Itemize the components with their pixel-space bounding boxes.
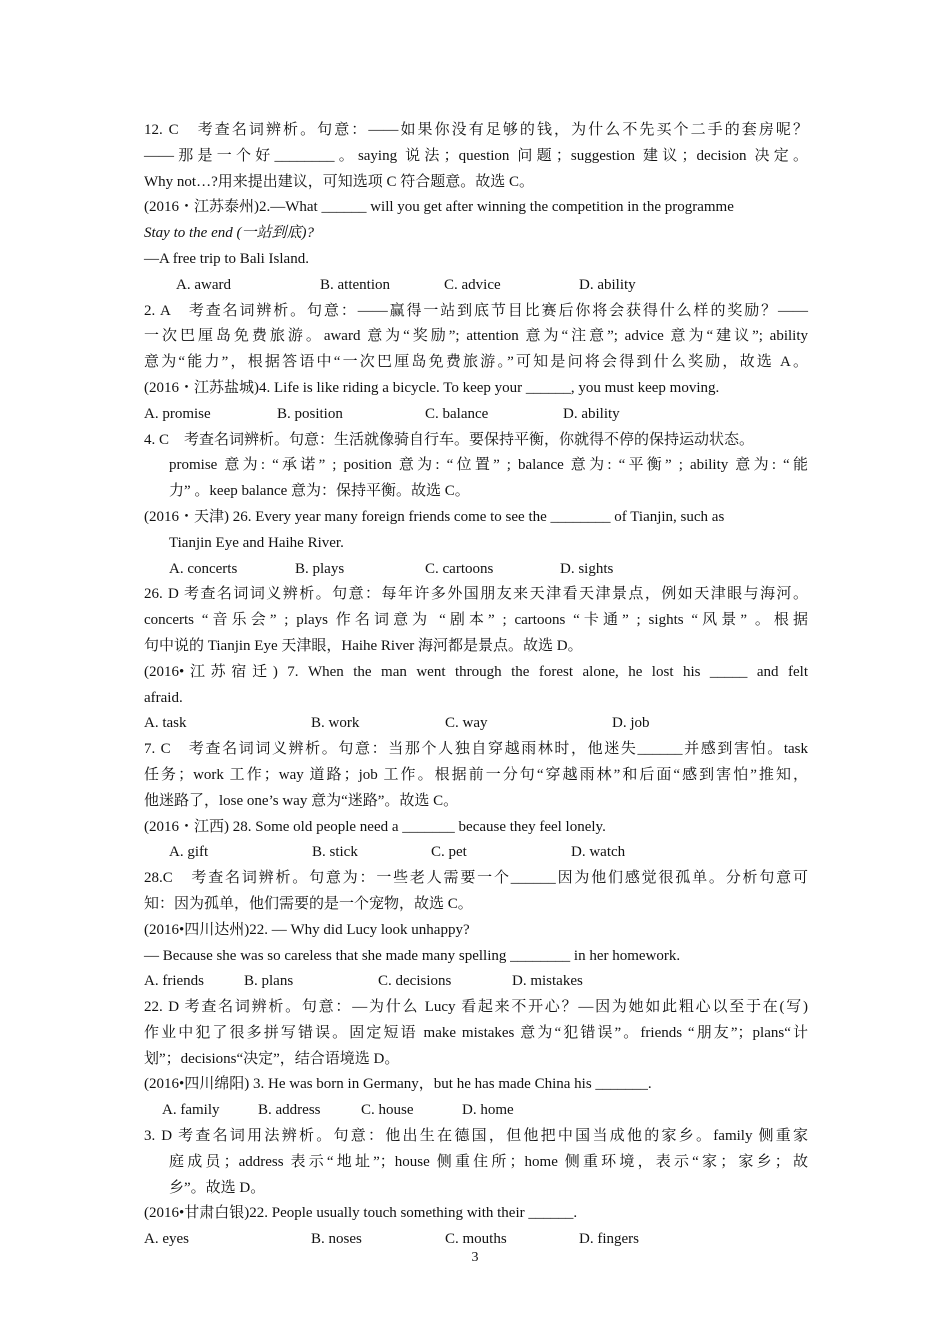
text-line: afraid. [144,689,183,706]
text-line: Tianjin Eye and Haihe River. [169,534,344,551]
option: B. plays [295,560,345,577]
text-line: Stay to the end (一站到底)? [144,225,314,242]
text-line: 划”；decisions“决定”，结合语境选 D。 [144,1050,400,1067]
text-line: (2016・江苏盐城)4. Life is like riding a bicycle. To keep your ______, you must keep moving. [144,379,720,396]
option: C. advice [444,276,501,293]
text-line: 3. D 考查名词用法辨析。句意：他出生在德国，但他把中国当成他的家乡。family 侧重家 [144,1128,808,1145]
text-line: — Because she was so careless that she made many spelling ________ in her homework. [144,947,681,964]
text-line: 任务；work 工作；way 道路；job 工作。根据前一分句“穿越雨林”和后面“感到害怕”推知， [144,766,808,783]
option: A. task [144,715,187,732]
option: D. fingers [579,1231,639,1248]
text-line: 12. C 考查名词辨析。句意：——如果你没有足够的钱，为什么不先买个二手的套房呢？ [144,122,808,138]
option: A. concerts [169,560,238,577]
text-line: (2016•甘肃白银)22. People usually touch something with their ______. [144,1205,578,1222]
text-line: promise 意为: “承诺” ; position 意为: “位置” ; balance 意为: “平衡” ; ability 意为: “能 [169,457,808,474]
option: B. noses [311,1231,362,1248]
text-line: 一次巴厘岛免费旅游。award 意为“奖励”; attention 意为“注意”; advice 意为“建议”; ability [144,328,808,345]
page-content [144,118,808,1253]
options-row-q7 [144,711,808,737]
text-line: —A free trip to Bali Island. [144,250,309,267]
text-line: 庭成员；address 表示“地址”；house 侧重住所；home 侧重环境，表示“家；家乡；故 [169,1153,808,1170]
text-line: 意为“能力”，根据答语中“一次巴厘岛免费旅游。”可知是问将会得到什么奖励，故选 A。 [144,354,808,371]
option: A. family [162,1102,220,1119]
options-row-q26 [144,557,808,583]
option: D. sights [560,560,614,577]
options-row-q4 [144,402,808,428]
option: A. promise [144,405,211,422]
option: D. mistakes [512,973,583,990]
text-line: (2016・江苏泰州)2.—What ______ will you get after winning the competition in the programme [144,199,734,216]
option: C. cartoons [425,560,494,577]
text-line: concerts “音乐会” ; plays 作名词意为 “剧本” ; cartoons “卡通” ; sights “风景” 。根据 [144,612,808,629]
option: D. ability [563,405,620,422]
options-row-q3 [144,1098,808,1124]
text-line: 26. D 考查名词词义辨析。句意：每年许多外国朋友来天津看天津景点，例如天津眼与海河。 [144,586,808,603]
text-line: 7. C 考查名词词义辨析。句意：当那个人独自穿越雨林时，他迷失______并感到害怕。task [144,741,808,758]
option: D. watch [571,844,626,861]
option: C. mouths [445,1231,507,1248]
text-line: (2016•四川达州)22. — Why did Lucy look unhappy? [144,921,470,938]
option: B. work [311,715,360,732]
text-line: 作业中犯了很多拼写错误。固定短语 make mistakes 意为“犯错误”。friends “朋友”；plans“计 [144,1024,808,1041]
option: C. way [445,715,488,732]
text-line: 2. A 考查名词辨析。句意：——赢得一站到底节目比赛后你将会获得什么样的奖励？—— [144,302,808,319]
option: D. home [462,1102,514,1119]
text-line: ——那是一个好________。saying 说法；question 问题；suggestion 建议；decision 决定。 [144,147,808,164]
text-line: (2016・江西) 28. Some old people need a _______ because they feel lonely. [144,818,606,835]
text-line: 句中说的 Tianjin Eye 天津眼，Haihe River 海河都是景点。故选 D。 [144,637,583,654]
text-line: 知：因为孤单，他们需要的是一个宠物，故选 C。 [144,895,473,912]
option: B. plans [244,973,294,990]
option: A. gift [169,844,209,861]
options-row-q22a [144,969,808,995]
page-number: 3 [471,1250,479,1265]
option: B. position [277,405,343,422]
option: A. friends [144,973,204,990]
text-line: Why not…?用来提出建议，可知选项 C 符合题意。故选 C。 [144,173,534,190]
option: B. stick [312,844,358,861]
text-line: 22. D 考查名词辨析。句意：—为什么 Lucy 看起来不开心？—因为她如此粗心以至于在(写) [144,999,808,1016]
option: A. award [176,276,231,293]
option: D. ability [579,276,636,293]
text-line: 28.C 考查名词辨析。句意为：一些老人需要一个______因为他们感觉很孤单。分析句意可 [144,870,808,887]
text-line: (2016・天津) 26. Every year many foreign friends come to see the ________ of Tianjin, such as [144,508,725,525]
option: D. job [612,715,650,732]
option: B. address [258,1102,321,1119]
text-line: 乡”。故选 D。 [169,1179,266,1196]
option: C. house [361,1102,414,1119]
text-line: (2016•江苏宿迁) 7. When the man went through the forest alone, he lost his _____ and felt [144,663,808,680]
option: C. decisions [378,973,452,990]
options-row-q28 [144,840,808,866]
option: C. balance [425,405,489,422]
options-row-q2 [144,273,808,299]
text-line: (2016•四川绵阳) 3. He was born in Germany，but he has made China his _______. [144,1076,652,1093]
text-line: 4. C 考查名词辨析。句意：生活就像骑自行车。要保持平衡，你就得不停的保持运动状态。 [144,431,755,448]
option: C. pet [431,844,467,861]
text-line: 他迷路了，lose one’s way 意为“迷路”。故选 C。 [144,792,459,809]
option: A. eyes [144,1231,189,1248]
option: B. attention [320,276,390,293]
text-line: 力” 。keep balance 意为：保持平衡。故选 C。 [169,483,470,500]
